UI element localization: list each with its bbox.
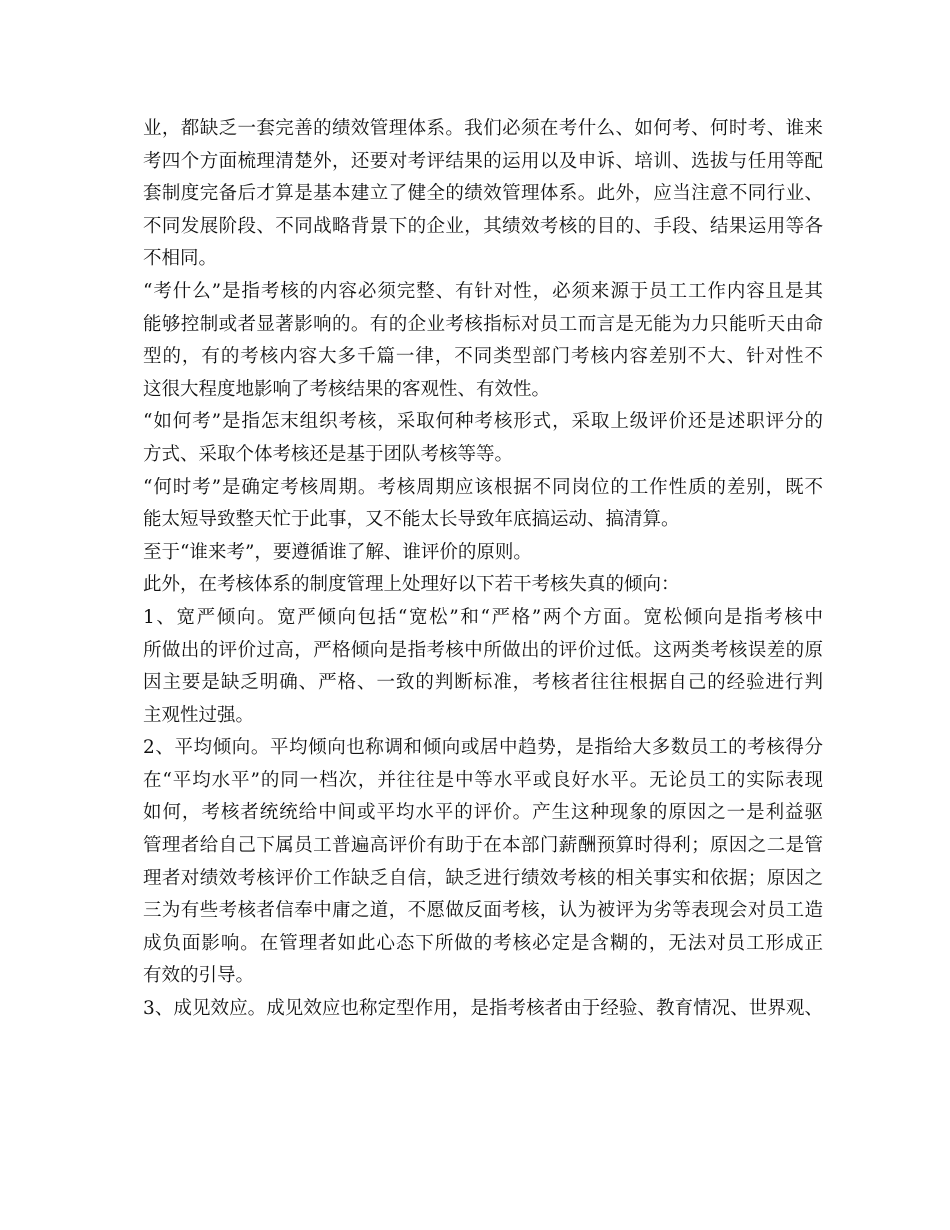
text-line: 不相同。 — [143, 248, 218, 270]
text-line: 如何，考核者统统给中间或平均水平的评价。产生这种现象的原因之一是利益驱 — [143, 802, 823, 824]
text-line: 此外，在考核体系的制度管理上处理好以下若干考核失真的倾向： — [143, 574, 680, 596]
text-line: 这很大程度地影响了考核结果的客观性、有效性。 — [143, 378, 551, 400]
text-line: 型的，有的考核内容大多千篇一律，不同类型部门考核内容差别不大、针对性不 — [143, 346, 823, 368]
text-line: “考什么”是指考核的内容必须完整、有针对性，必须来源于员工工作内容且是其 — [143, 280, 823, 302]
text-line: 至于“谁来考”，要遵循谁了解、谁评价的原则。 — [143, 541, 532, 563]
text-line: “如何考”是指怎末组织考核，采取何种考核形式，采取上级评价还是述职评分的 — [143, 411, 823, 433]
text-line: 主观性过强。 — [143, 704, 255, 726]
text-line: 业，都缺乏一套完善的绩效管理体系。我们必须在考什么、如何考、何时考、谁来 — [143, 118, 823, 139]
text-line: 成负面影响。在管理者如此心态下所做的考核必定是含糊的，无法对员工形成正 — [143, 932, 823, 954]
text-line: 有效的引导。 — [143, 965, 255, 987]
text-line: “何时考”是确定考核周期。考核周期应该根据不同岗位的工作性质的差别，既不 — [143, 476, 823, 498]
text-line: 3、成见效应。成见效应也称定型作用，是指考核者由于经验、教育情况、世界观、 — [143, 998, 823, 1020]
text-line: 1、宽严倾向。宽严倾向包括“宽松”和“严格”两个方面。宽松倾向是指考核中 — [143, 606, 823, 628]
text-line: 在“平均水平”的同一档次，并往往是中等水平或良好水平。无论员工的实际表现 — [143, 769, 823, 791]
text-line: 考四个方面梳理清楚外，还要对考评结果的运用以及申诉、培训、选拔与任用等配 — [143, 150, 823, 172]
text-line: 管理者给自己下属员工普遍高评价有助于在本部门薪酬预算时得利；原因之二是管 — [143, 835, 823, 857]
text-line: 方式、采取个体考核还是基于团队考核等等。 — [143, 443, 514, 465]
document-body — [143, 113, 823, 1026]
text-line: 2、平均倾向。平均倾向也称调和倾向或居中趋势，是指给大多数员工的考核得分 — [143, 737, 823, 759]
text-line: 能够控制或者显著影响的。有的企业考核指标对员工而言是无能为力只能听天由命 — [143, 313, 823, 335]
text-line: 所做出的评价过高，严格倾向是指考核中所做出的评价过低。这两类考核误差的原 — [143, 639, 823, 661]
text-line: 因主要是缺乏明确、严格、一致的判断标准，考核者往往根据自己的经验进行判 — [143, 672, 823, 694]
text-line: 能太短导致整天忙于此事，又不能太长导致年底搞运动、搞清算。 — [143, 509, 680, 531]
text-line: 不同发展阶段、不同战略背景下的企业，其绩效考核的目的、手段、结果运用等各 — [143, 215, 823, 237]
text-line: 套制度完备后才算是基本建立了健全的绩效管理体系。此外，应当注意不同行业、 — [143, 183, 823, 205]
text-line: 三为有些考核者信奉中庸之道，不愿做反面考核，认为被评为劣等表现会对员工造 — [143, 900, 823, 922]
text-line: 理者对绩效考核评价工作缺乏自信，缺乏进行绩效考核的相关事实和依据；原因之 — [143, 867, 823, 889]
